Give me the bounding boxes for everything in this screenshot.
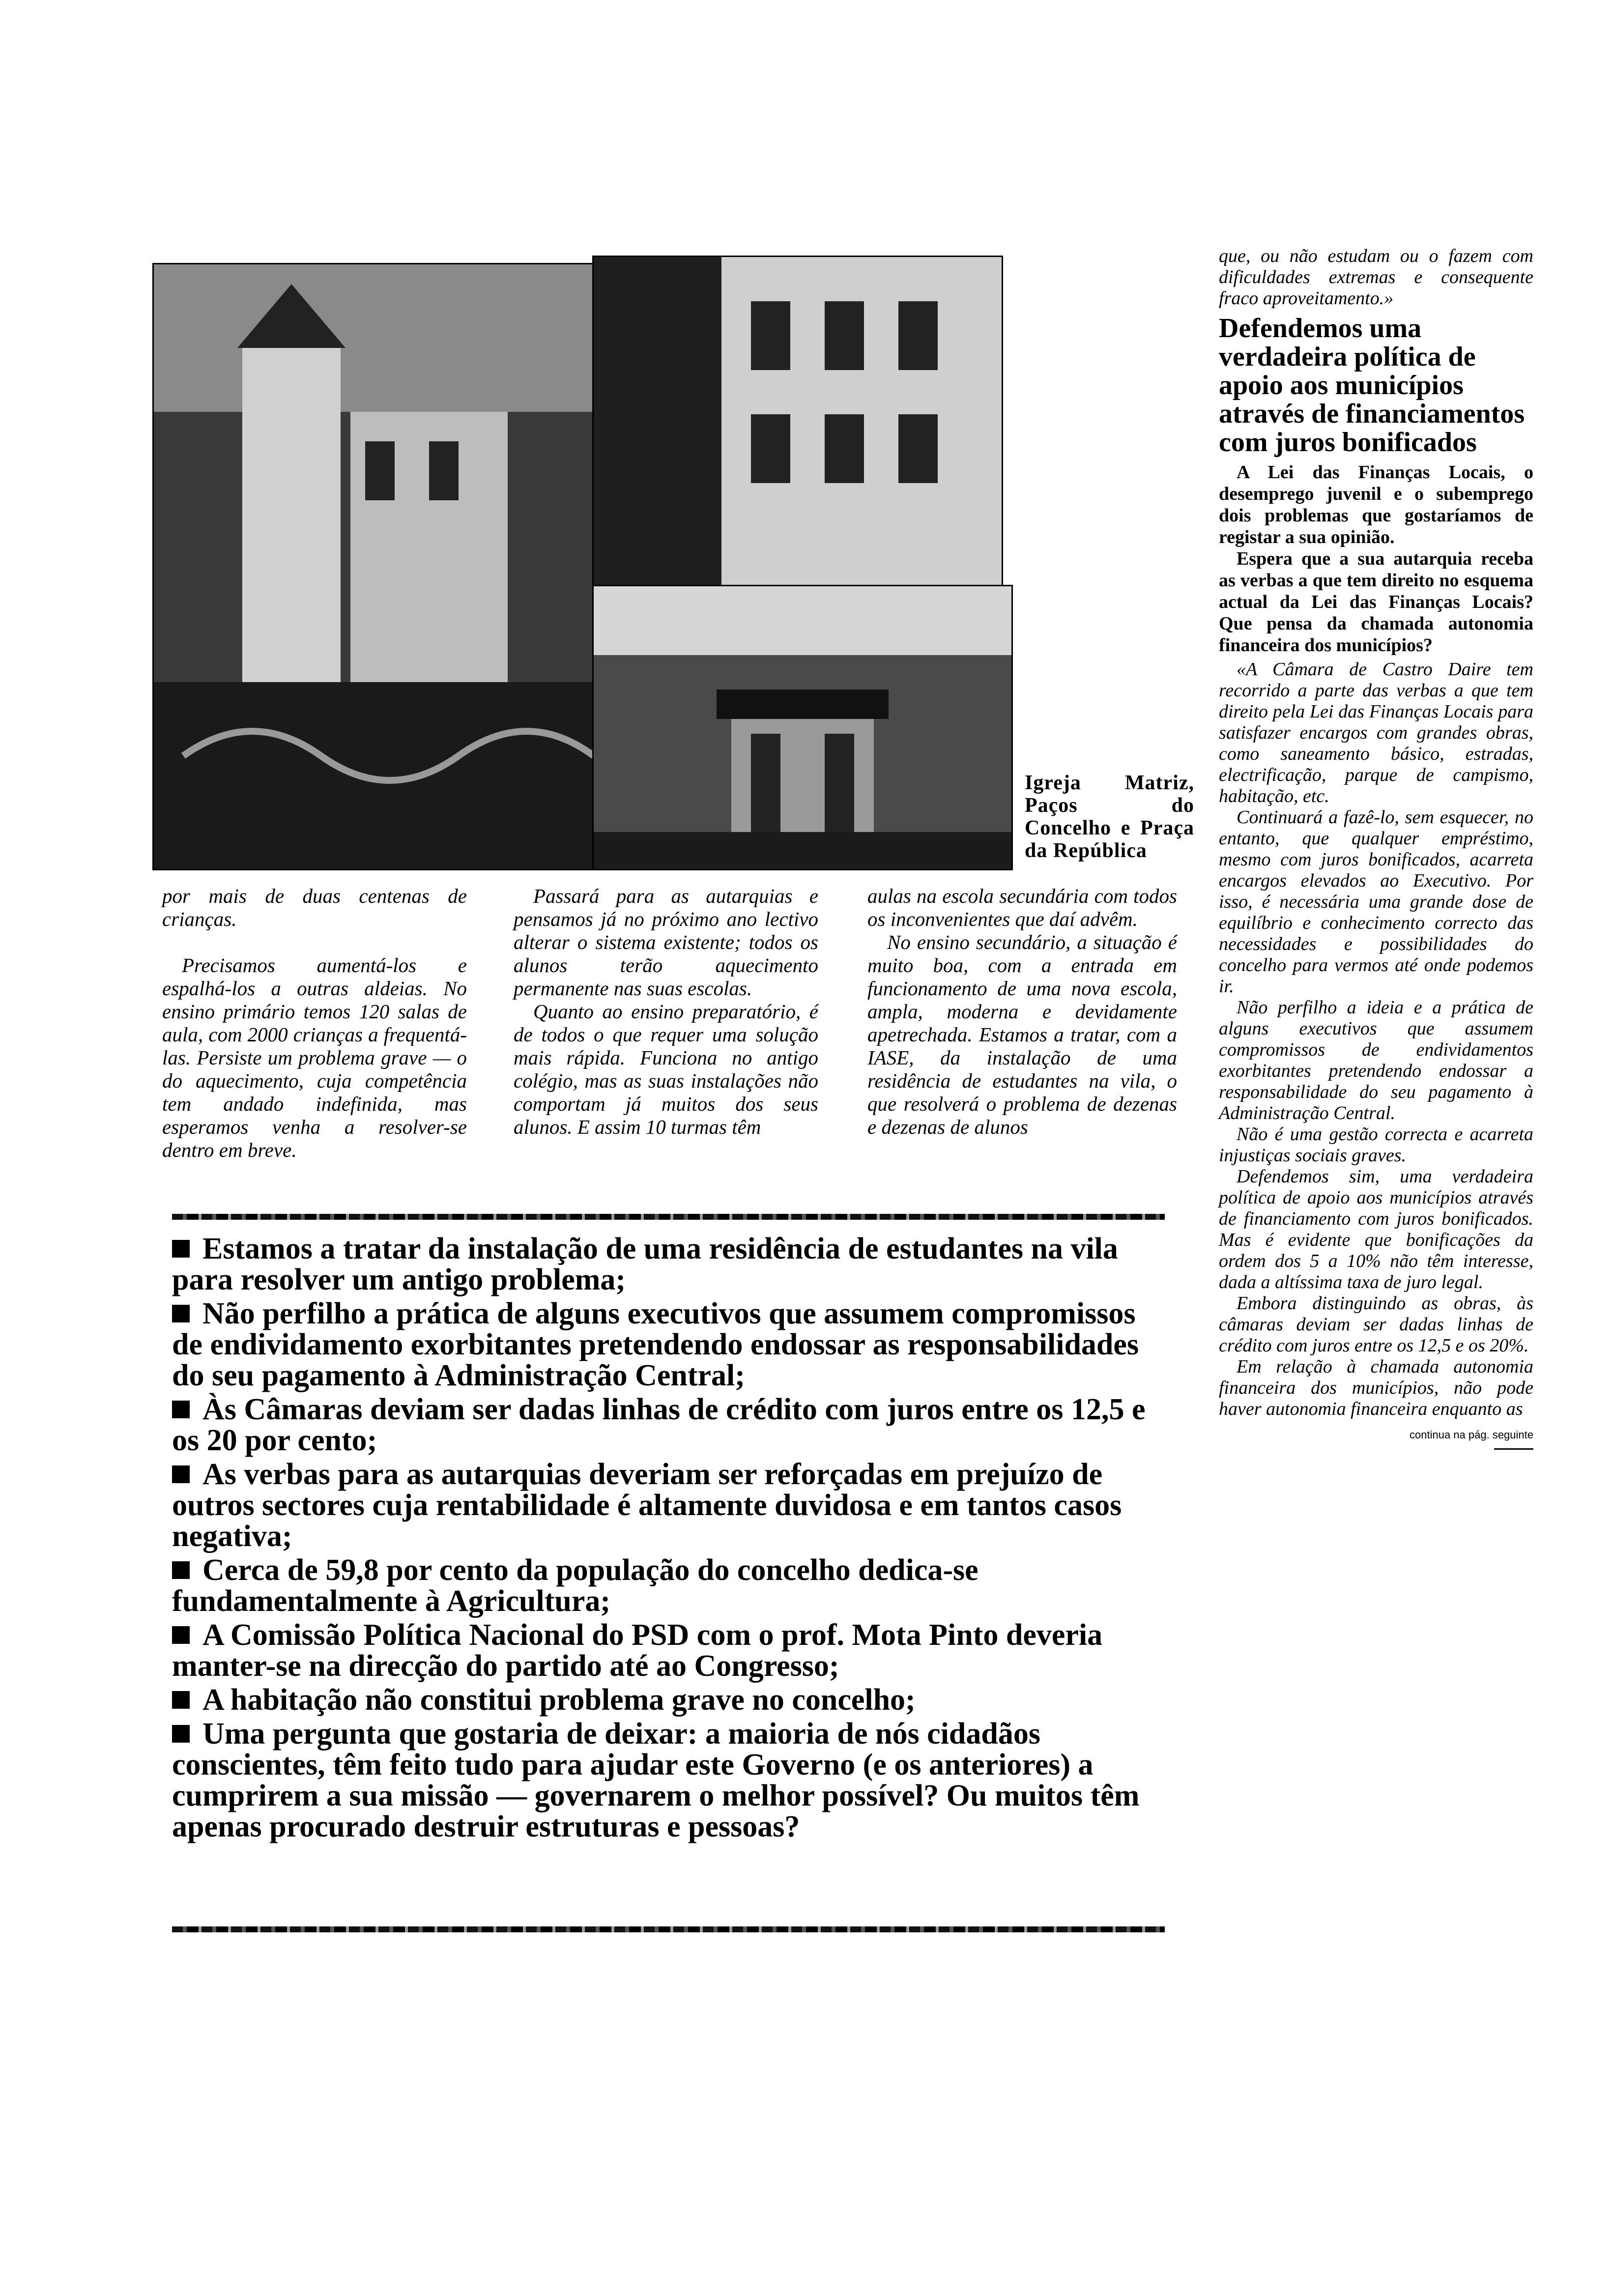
key-point: Uma pergunta que gostaria de deixar: a maioria de nós cidadãos conscientes, têm feito tudo para ajudar este Governo (e os anteriores) a cumprirem a sua missão — governarem o melhor possível? Ou muitos têm apenas procurado destruir estruturas e pessoas? <box>172 1717 1140 1843</box>
interview-questions <box>1219 461 1533 656</box>
divider-top <box>172 1214 1165 1220</box>
col2-paragraph-1: Passará para as autarquias e pensamos já no próximo ano lectivo alterar o sistema existente; todos os alunos terão aquecimento permanente nas suas escolas. <box>514 885 818 1000</box>
square-bullet-icon <box>172 1401 190 1418</box>
square-bullet-icon <box>172 1240 190 1258</box>
right-intro: que, ou não estudam ou o fazem com dificuldades extremas e consequente fraco aproveitamento.» <box>1219 246 1533 309</box>
question-2: Espera que a sua autarquia receba as verbas a que tem direito no esquema actual da Lei das Finanças Locais? Que pensa da chamada autonomia financeira dos municípios? <box>1219 548 1533 656</box>
right-column <box>1219 246 1533 1450</box>
col2-paragraph-2: Quanto ao ensino preparatório, é de todos o que requer uma solução mais rápida. Funciona no antigo colégio, mas as suas instalações não comportam já muitos dos seus alunos. E assim 10 turmas têm <box>514 1000 818 1138</box>
key-point: A Comissão Política Nacional do PSD com o prof. Mota Pinto deveria manter-se na direcção do partido até ao Congresso; <box>172 1618 1103 1683</box>
town-hall-photo <box>592 256 1003 588</box>
continued-rule <box>1494 1448 1533 1450</box>
key-point: Cerca de 59,8 por cento da população do concelho dedica-se fundamentalmente à Agricultura; <box>172 1553 979 1618</box>
answer-2: Continuará a fazê-lo, sem esquecer, no entanto, que qualquer empréstimo, mesmo com juros bonificados, acarreta encargos elevados ao Executivo. Por isso, é necessária uma grande dose de equilíbrio e conhecimento correcto das necessidades e possibilidades do concelho para vermos até onde podemos ir. <box>1219 807 1533 997</box>
church-photo <box>152 263 595 870</box>
question-1: A Lei das Finanças Locais, o desemprego juvenil e o subemprego dois problemas que gostaríamos de registar a sua opinião. <box>1219 462 1533 547</box>
col1-paragraph-2: Precisamos aumentá-los e espalhá-los a outras aldeias. No ensino primário temos 120 salas de aula, com 2000 crianças a frequentá-las. Persiste um problema grave — o do aquecimento, cuja competência tem andado indefinida, mas esperamos venha a resolver-se dentro em breve. <box>162 954 467 1161</box>
answer-6: Embora distinguindo as obras, às câmaras deviam ser dadas linhas de crédito com juros entre os 12,5 e os 20%. <box>1219 1293 1533 1356</box>
key-point: Estamos a tratar da instalação de uma residência de estudantes na vila para resolver um antigo problema; <box>172 1232 1118 1296</box>
photo-caption: Igreja Matriz, Paços do Concelho e Praça da República <box>1025 772 1194 862</box>
answer-4: Não é uma gestão correcta e acarreta injustiças sociais graves. <box>1219 1124 1533 1166</box>
col3-paragraph-2: No ensino secundário, a situação é muito boa, com a entrada em funcionamento de uma nova escola, ampla, moderna e devidamente apetrechada. Estamos a tratar, com a IASE, da instalação de uma residência de estudantes na vila, o que resolverá o problema de dezenas e dezenas de alunos <box>867 931 1177 1138</box>
answer-1: «A Câmara de Castro Daire tem recorrido a parte das verbas a que tem direito pela Lei das Finanças Locais para satisfazer encargos com grandes obras, como saneamento básico, estradas, electrificação, parque de campismo, habitação, etc. <box>1219 659 1533 806</box>
continued-note: continua na pág. seguinte <box>1410 1429 1533 1441</box>
divider-bottom <box>172 1926 1165 1932</box>
square-bullet-icon <box>172 1305 190 1322</box>
key-point: Às Câmaras deviam ser dadas linhas de crédito com juros entre os 12,5 e os 20 por cento; <box>172 1393 1146 1457</box>
square-bullet-icon <box>172 1626 190 1644</box>
key-point: As verbas para as autarquias deveriam ser reforçadas em prejuízo de outros sectores cuja rentabilidade é altamente duvidosa e em tantos casos negativa; <box>172 1458 1122 1553</box>
col3-paragraph-1: aulas na escola secundária com todos os inconvenientes que daí advêm. <box>867 885 1177 930</box>
square-bullet-icon <box>172 1725 190 1743</box>
key-points-list <box>172 1234 1170 1845</box>
column-1 <box>162 885 467 1162</box>
column-3 <box>867 885 1177 1139</box>
column-2 <box>514 885 818 1139</box>
interview-answers <box>1219 659 1533 1420</box>
square-bullet-icon <box>172 1465 190 1483</box>
answer-7: Em relação à chamada autonomia financeira dos municípios, não pode haver autonomia financeira enquanto as <box>1219 1356 1533 1419</box>
answer-3: Não perfilho a ideia e a prática de alguns executivos que assumem compromissos de endividamentos exorbitantes pretendendo endossar a responsabilidade do seu pagamento à Administração Central. <box>1219 997 1533 1123</box>
section-headline: Defendemos uma verdadeira política de apoio aos municípios através de financiamentos com juros bonificados <box>1219 313 1525 458</box>
square-bullet-icon <box>172 1561 190 1579</box>
col1-paragraph-1: por mais de duas centenas de crianças. <box>162 885 467 930</box>
answer-5: Defendemos sim, uma verdadeira política de apoio aos municípios através de financiamento com juros bonificados. Mas é evidente que bonificações da ordem dos 5 a 10% não têm interesse, dada a altíssima taxa de juro legal. <box>1219 1166 1533 1292</box>
square-photo <box>592 585 1013 870</box>
key-point: Não perfilho a prática de alguns executivos que assumem compromissos de endividamento exorbitantes pretendendo endossar as responsabilidades do seu pagamento à Administração Central; <box>172 1297 1139 1392</box>
square-bullet-icon <box>172 1691 190 1709</box>
key-point: A habitação não constitui problema grave no concelho; <box>172 1685 1170 1716</box>
